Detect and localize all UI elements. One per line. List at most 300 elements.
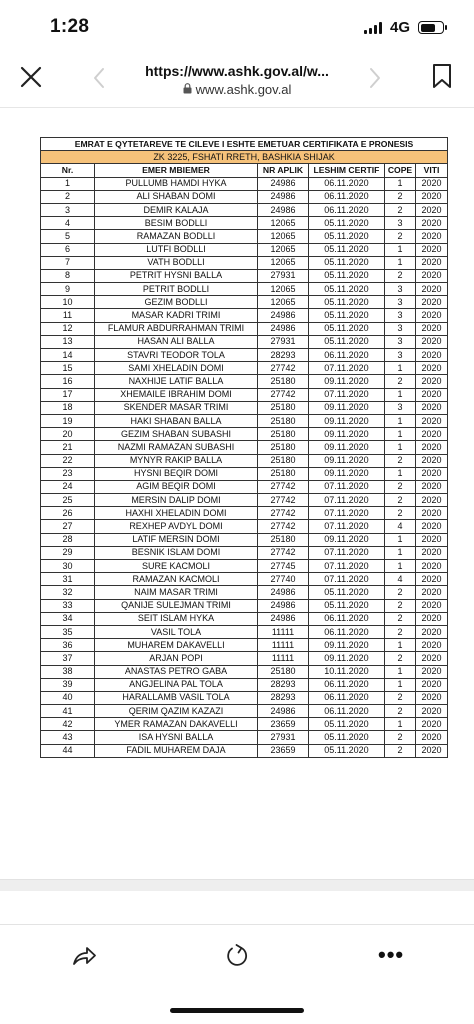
issue-date: 07.11.2020 (309, 480, 385, 493)
table-row (41, 283, 448, 296)
year: 2020 (416, 705, 448, 718)
row-number: 30 (41, 560, 95, 573)
application-number: 24986 (258, 203, 309, 216)
table-row (41, 256, 448, 269)
person-name: SEIT ISLAM HYKA (95, 612, 258, 625)
year: 2020 (416, 691, 448, 704)
parcel-count: 1 (385, 428, 416, 441)
year: 2020 (416, 718, 448, 731)
table-row (41, 705, 448, 718)
person-name: NAZMI RAMAZAN SUBASHI (95, 441, 258, 454)
person-name: HASAN ALI BALLA (95, 335, 258, 348)
table-row (41, 599, 448, 612)
application-number: 12065 (258, 217, 309, 230)
issue-date: 07.11.2020 (309, 520, 385, 533)
parcel-count: 1 (385, 177, 416, 190)
issue-date: 05.11.2020 (309, 283, 385, 296)
year: 2020 (416, 454, 448, 467)
parcel-count: 1 (385, 560, 416, 573)
application-number: 12065 (258, 296, 309, 309)
row-number: 41 (41, 705, 95, 718)
row-number: 18 (41, 401, 95, 414)
share-icon[interactable] (70, 942, 98, 975)
column-header-name: EMER MBIEMER (95, 164, 258, 177)
year: 2020 (416, 665, 448, 678)
issue-date: 07.11.2020 (309, 546, 385, 559)
issue-date: 07.11.2020 (309, 560, 385, 573)
table-row (41, 731, 448, 744)
person-name: GEZIM SHABAN SUBASHI (95, 428, 258, 441)
row-number: 27 (41, 520, 95, 533)
parcel-count: 3 (385, 283, 416, 296)
person-name: STAVRI TEODOR TOLA (95, 349, 258, 362)
year: 2020 (416, 269, 448, 282)
person-name: MYNYR RAKIP BALLA (95, 454, 258, 467)
table-row (41, 533, 448, 546)
application-number: 27742 (258, 507, 309, 520)
application-number: 25180 (258, 467, 309, 480)
application-number: 27742 (258, 362, 309, 375)
parcel-count: 1 (385, 718, 416, 731)
network-type: 4G (389, 19, 410, 36)
row-number: 7 (41, 256, 95, 269)
parcel-count: 2 (385, 705, 416, 718)
row-number: 12 (41, 322, 95, 335)
parcel-count: 3 (385, 322, 416, 335)
issue-date: 07.11.2020 (309, 507, 385, 520)
issue-date: 06.11.2020 (309, 190, 385, 203)
table-row (41, 665, 448, 678)
toolbar-divider (0, 924, 474, 925)
bottom-toolbar (0, 938, 474, 978)
table-row (41, 335, 448, 348)
parcel-count: 2 (385, 625, 416, 638)
table-row (41, 269, 448, 282)
parcel-count: 2 (385, 599, 416, 612)
chevron-left-icon[interactable] (92, 67, 106, 94)
person-name: VATH BODLLI (95, 256, 258, 269)
application-number: 28293 (258, 349, 309, 362)
application-number: 27742 (258, 546, 309, 559)
person-name: DEMIR KALAJA (95, 203, 258, 216)
signal-icon (364, 22, 382, 34)
issue-date: 06.11.2020 (309, 705, 385, 718)
application-number: 25180 (258, 665, 309, 678)
application-number: 24986 (258, 612, 309, 625)
table-row (41, 441, 448, 454)
table-row (41, 362, 448, 375)
person-name: MERSIN DALIP DOMI (95, 494, 258, 507)
issue-date: 09.11.2020 (309, 375, 385, 388)
application-number: 27740 (258, 573, 309, 586)
person-name: FLAMUR ABDURRAHMAN TRIMI (95, 322, 258, 335)
page-end-divider (0, 879, 474, 891)
status-indicators (364, 19, 444, 36)
table-row (41, 467, 448, 480)
person-name: PULLUMB HAMDI HYKA (95, 177, 258, 190)
parcel-count: 1 (385, 467, 416, 480)
parcel-count: 2 (385, 586, 416, 599)
bookmark-icon[interactable] (432, 63, 452, 94)
year: 2020 (416, 599, 448, 612)
year: 2020 (416, 401, 448, 414)
person-name: MUHAREM DAKAVELLI (95, 639, 258, 652)
column-header-year: VITI (416, 164, 448, 177)
person-name: QERIM QAZIM KAZAZI (95, 705, 258, 718)
issue-date: 05.11.2020 (309, 599, 385, 612)
person-name: ISA HYSNI BALLA (95, 731, 258, 744)
column-header-issue-date: LESHIM CERTIF (309, 164, 385, 177)
year: 2020 (416, 375, 448, 388)
person-name: LATIF MERSIN DOMI (95, 533, 258, 546)
application-number: 27931 (258, 731, 309, 744)
parcel-count: 3 (385, 401, 416, 414)
row-number: 31 (41, 573, 95, 586)
parcel-count: 2 (385, 652, 416, 665)
issue-date: 05.11.2020 (309, 309, 385, 322)
person-name: XHEMAILE IBRAHIM DOMI (95, 388, 258, 401)
issue-date: 05.11.2020 (309, 335, 385, 348)
table-row (41, 401, 448, 414)
parcel-count: 1 (385, 678, 416, 691)
issue-date: 10.11.2020 (309, 665, 385, 678)
year: 2020 (416, 414, 448, 427)
parcel-count: 3 (385, 296, 416, 309)
parcel-count: 1 (385, 243, 416, 256)
year: 2020 (416, 731, 448, 744)
row-number: 36 (41, 639, 95, 652)
status-time: 1:28 (50, 16, 90, 37)
year: 2020 (416, 335, 448, 348)
table-row (41, 322, 448, 335)
year: 2020 (416, 177, 448, 190)
person-name: AGIM BEQIR DOMI (95, 480, 258, 493)
person-name: RAMAZAN KACMOLI (95, 573, 258, 586)
application-number: 27745 (258, 560, 309, 573)
application-number: 25180 (258, 428, 309, 441)
application-number: 25180 (258, 401, 309, 414)
application-number: 23659 (258, 744, 309, 757)
row-number: 21 (41, 441, 95, 454)
table-row (41, 744, 448, 757)
application-number: 25180 (258, 414, 309, 427)
year: 2020 (416, 652, 448, 665)
browser-header (0, 50, 474, 108)
table-row (41, 375, 448, 388)
table-row (41, 296, 448, 309)
application-number: 24986 (258, 322, 309, 335)
url-host: www.ashk.gov.al (195, 82, 292, 97)
table-row (41, 678, 448, 691)
application-number: 11111 (258, 652, 309, 665)
person-name: NAIM MASAR TRIMI (95, 586, 258, 599)
row-number: 24 (41, 480, 95, 493)
close-icon[interactable] (18, 64, 44, 90)
table-row (41, 243, 448, 256)
application-number: 12065 (258, 256, 309, 269)
year: 2020 (416, 467, 448, 480)
person-name: HAKI SHABAN BALLA (95, 414, 258, 427)
row-number: 34 (41, 612, 95, 625)
row-number: 10 (41, 296, 95, 309)
application-number: 23659 (258, 718, 309, 731)
table-row (41, 190, 448, 203)
issue-date: 09.11.2020 (309, 652, 385, 665)
year: 2020 (416, 243, 448, 256)
year: 2020 (416, 520, 448, 533)
application-number: 28293 (258, 691, 309, 704)
year: 2020 (416, 256, 448, 269)
lock-icon (183, 82, 192, 97)
issue-date: 09.11.2020 (309, 533, 385, 546)
table-row (41, 230, 448, 243)
application-number: 24986 (258, 309, 309, 322)
parcel-count: 4 (385, 520, 416, 533)
parcel-count: 1 (385, 533, 416, 546)
row-number: 33 (41, 599, 95, 612)
application-number: 25180 (258, 375, 309, 388)
issue-date: 05.11.2020 (309, 217, 385, 230)
year: 2020 (416, 625, 448, 638)
issue-date: 06.11.2020 (309, 691, 385, 704)
issue-date: 05.11.2020 (309, 731, 385, 744)
row-number: 22 (41, 454, 95, 467)
table-row (41, 217, 448, 230)
parcel-count: 1 (385, 546, 416, 559)
row-number: 16 (41, 375, 95, 388)
issue-date: 05.11.2020 (309, 256, 385, 269)
issue-date: 05.11.2020 (309, 230, 385, 243)
year: 2020 (416, 203, 448, 216)
application-number: 24986 (258, 177, 309, 190)
row-number: 3 (41, 203, 95, 216)
application-number: 24986 (258, 586, 309, 599)
row-number: 29 (41, 546, 95, 559)
issue-date: 09.11.2020 (309, 414, 385, 427)
parcel-count: 3 (385, 217, 416, 230)
person-name: PETRIT BODLLI (95, 283, 258, 296)
year: 2020 (416, 322, 448, 335)
row-number: 39 (41, 678, 95, 691)
person-name: LUTFI BODLLI (95, 243, 258, 256)
person-name: PETRIT HYSNI BALLA (95, 269, 258, 282)
table-row (41, 612, 448, 625)
table-row (41, 309, 448, 322)
year: 2020 (416, 441, 448, 454)
reload-icon[interactable] (224, 943, 250, 974)
table-row (41, 652, 448, 665)
row-number: 14 (41, 349, 95, 362)
person-name: HYSNI BEQIR DOMI (95, 467, 258, 480)
issue-date: 06.11.2020 (309, 349, 385, 362)
person-name: BESIM BODLLI (95, 217, 258, 230)
person-name: VASIL TOLA (95, 625, 258, 638)
parcel-count: 1 (385, 665, 416, 678)
person-name: BESNIK ISLAM DOMI (95, 546, 258, 559)
person-name: REXHEP AVDYL DOMI (95, 520, 258, 533)
year: 2020 (416, 612, 448, 625)
table-row (41, 586, 448, 599)
issue-date: 07.11.2020 (309, 362, 385, 375)
application-number: 24986 (258, 705, 309, 718)
year: 2020 (416, 546, 448, 559)
table-row (41, 480, 448, 493)
table-row (41, 520, 448, 533)
battery-icon (418, 21, 444, 34)
year: 2020 (416, 480, 448, 493)
year: 2020 (416, 573, 448, 586)
application-number: 11111 (258, 639, 309, 652)
issue-date: 05.11.2020 (309, 744, 385, 757)
document-image (40, 137, 447, 758)
parcel-count: 2 (385, 375, 416, 388)
row-number: 6 (41, 243, 95, 256)
year: 2020 (416, 362, 448, 375)
row-number: 42 (41, 718, 95, 731)
table-row (41, 718, 448, 731)
issue-date: 06.11.2020 (309, 625, 385, 638)
url-bar[interactable] (110, 63, 364, 97)
year: 2020 (416, 507, 448, 520)
row-number: 38 (41, 665, 95, 678)
row-number: 8 (41, 269, 95, 282)
application-number: 25180 (258, 441, 309, 454)
row-number: 40 (41, 691, 95, 704)
year: 2020 (416, 230, 448, 243)
year: 2020 (416, 296, 448, 309)
issue-date: 07.11.2020 (309, 573, 385, 586)
year: 2020 (416, 744, 448, 757)
row-number: 26 (41, 507, 95, 520)
year: 2020 (416, 190, 448, 203)
certificate-table (40, 137, 448, 758)
issue-date: 09.11.2020 (309, 454, 385, 467)
parcel-count: 1 (385, 388, 416, 401)
chevron-right-icon[interactable] (368, 67, 382, 94)
issue-date: 06.11.2020 (309, 203, 385, 216)
year: 2020 (416, 388, 448, 401)
issue-date: 06.11.2020 (309, 177, 385, 190)
row-number: 2 (41, 190, 95, 203)
person-name: SKENDER MASAR TRIMI (95, 401, 258, 414)
parcel-count: 1 (385, 441, 416, 454)
person-name: QANIJE SULEJMAN TRIMI (95, 599, 258, 612)
table-row (41, 546, 448, 559)
issue-date: 05.11.2020 (309, 296, 385, 309)
issue-date: 09.11.2020 (309, 639, 385, 652)
row-number: 44 (41, 744, 95, 757)
application-number: 24986 (258, 190, 309, 203)
more-options-button[interactable]: ••• (378, 942, 405, 967)
issue-date: 06.11.2020 (309, 678, 385, 691)
year: 2020 (416, 283, 448, 296)
application-number: 12065 (258, 230, 309, 243)
parcel-count: 2 (385, 494, 416, 507)
column-header-nr: Nr. (41, 164, 95, 177)
person-name: SURE KACMOLI (95, 560, 258, 573)
table-row (41, 560, 448, 573)
issue-date: 07.11.2020 (309, 494, 385, 507)
person-name: NAXHIJE LATIF BALLA (95, 375, 258, 388)
table-row (41, 203, 448, 216)
issue-date: 09.11.2020 (309, 401, 385, 414)
person-name: HARALLAMB VASIL TOLA (95, 691, 258, 704)
parcel-count: 2 (385, 454, 416, 467)
row-number: 37 (41, 652, 95, 665)
person-name: HAXHI XHELADIN DOMI (95, 507, 258, 520)
person-name: ANGJELINA PAL TOLA (95, 678, 258, 691)
person-name: ARJAN POPI (95, 652, 258, 665)
table-row (41, 428, 448, 441)
home-indicator[interactable] (170, 1008, 304, 1013)
year: 2020 (416, 678, 448, 691)
parcel-count: 2 (385, 744, 416, 757)
row-number: 25 (41, 494, 95, 507)
table-row (41, 691, 448, 704)
application-number: 25180 (258, 533, 309, 546)
row-number: 9 (41, 283, 95, 296)
application-number: 27742 (258, 388, 309, 401)
application-number: 27742 (258, 480, 309, 493)
issue-date: 05.11.2020 (309, 586, 385, 599)
table-row (41, 494, 448, 507)
parcel-count: 4 (385, 573, 416, 586)
column-header-application: NR APLIK (258, 164, 309, 177)
parcel-count: 1 (385, 414, 416, 427)
parcel-count: 3 (385, 335, 416, 348)
issue-date: 07.11.2020 (309, 388, 385, 401)
status-bar (0, 0, 474, 50)
issue-date: 09.11.2020 (309, 428, 385, 441)
year: 2020 (416, 639, 448, 652)
application-number: 25180 (258, 454, 309, 467)
row-number: 23 (41, 467, 95, 480)
row-number: 1 (41, 177, 95, 190)
row-number: 11 (41, 309, 95, 322)
table-row (41, 177, 448, 190)
issue-date: 09.11.2020 (309, 467, 385, 480)
document-title: EMRAT E QYTETAREVE TE CILEVE I ESHTE EMETUAR CERTIFIKATA E PRONESIS (41, 138, 448, 151)
document-subtitle: ZK 3225, FSHATI RRETH, BASHKIA SHIJAK (41, 151, 448, 164)
application-number: 27742 (258, 494, 309, 507)
table-row (41, 349, 448, 362)
parcel-count: 3 (385, 349, 416, 362)
person-name: YMER RAMAZAN DAKAVELLI (95, 718, 258, 731)
person-name: GEZIM BODLLI (95, 296, 258, 309)
application-number: 27931 (258, 269, 309, 282)
year: 2020 (416, 309, 448, 322)
row-number: 15 (41, 362, 95, 375)
issue-date: 05.11.2020 (309, 718, 385, 731)
application-number: 28293 (258, 678, 309, 691)
table-row (41, 573, 448, 586)
year: 2020 (416, 586, 448, 599)
person-name: MASAR KADRI TRIMI (95, 309, 258, 322)
row-number: 32 (41, 586, 95, 599)
application-number: 24986 (258, 599, 309, 612)
issue-date: 09.11.2020 (309, 441, 385, 454)
parcel-count: 1 (385, 362, 416, 375)
row-number: 4 (41, 217, 95, 230)
application-number: 12065 (258, 243, 309, 256)
parcel-count: 2 (385, 269, 416, 282)
row-number: 28 (41, 533, 95, 546)
year: 2020 (416, 533, 448, 546)
application-number: 11111 (258, 625, 309, 638)
parcel-count: 2 (385, 612, 416, 625)
person-name: ANASTAS PETRO GABA (95, 665, 258, 678)
parcel-count: 2 (385, 480, 416, 493)
